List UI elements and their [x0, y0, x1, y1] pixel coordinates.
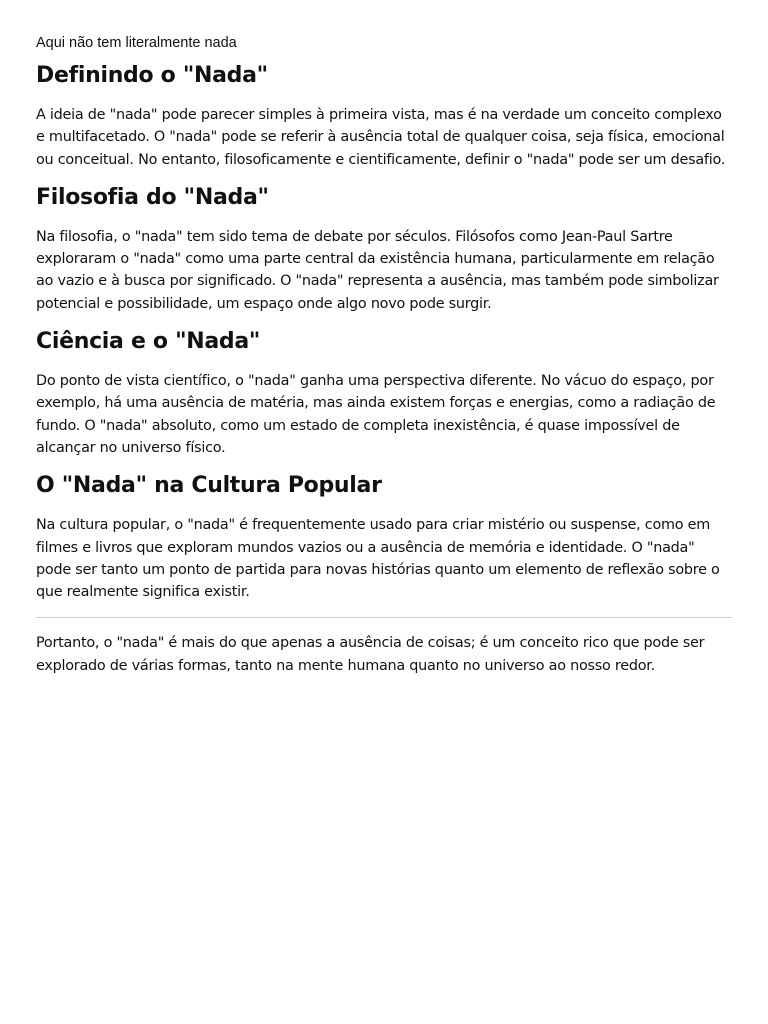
section-ciencia	[36, 328, 732, 459]
section-paragraph: A ideia de "nada" pode parecer simples à primeira vista, mas é na verdade um conceito complexo e multifacetado. O "nada" pode se referir à ausência total de qualquer coisa, seja física, emocional ou conceitual. No entanto, filosoficamente e cientificamente, definir o "nada" pode ser um desafio.	[36, 107, 726, 168]
section-paragraph: Na filosofia, o "nada" tem sido tema de debate por séculos. Filósofos como Jean-Paul Sartre exploraram o "nada" como uma parte central da existência humana, particularmente em relação ao vazio e à busca por significado. O "nada" representa a ausência, mas também pode simbolizar potencial e possibilidade, um espaço onde algo novo pode surgir.	[36, 228, 719, 312]
section-filosofia	[36, 184, 732, 315]
section-heading: Definindo o "Nada"	[36, 63, 268, 88]
section-heading: O "Nada" na Cultura Popular	[36, 473, 382, 499]
intro-text: Aqui não tem literalmente nada	[36, 35, 237, 51]
section-heading: Filosofia do "Nada"	[36, 184, 269, 210]
section-cultura-popular	[36, 472, 732, 603]
conclusion-paragraph: Portanto, o "nada" é mais do que apenas a ausência de coisas; é um conceito rico que pode ser explorado de várias formas, tanto na mente humana quanto no universo ao nosso redor.	[36, 635, 705, 674]
section-paragraph: Na cultura popular, o "nada" é frequentemente usado para criar mistério ou suspense, como em filmes e livros que exploram mundos vazios ou a ausência de memória e identidade. O "nada" pode ser tanto um ponto de partida para novas histórias quanto um elemento de reflexão sobre o que realmente significa existir.	[36, 517, 720, 601]
section-heading: Ciência e o "Nada"	[36, 329, 261, 355]
section-definindo	[36, 62, 732, 171]
section-paragraph: Do ponto de vista científico, o "nada" ganha uma perspectiva diferente. No vácuo do espaço, por exemplo, há uma ausência de matéria, mas ainda existem forças e energias, como a radiação de fundo. O "nada" absoluto, como um estado de completa inexistência, é quase impossível de alcançar no universo físico.	[36, 373, 716, 456]
horizontal-divider	[36, 617, 732, 618]
